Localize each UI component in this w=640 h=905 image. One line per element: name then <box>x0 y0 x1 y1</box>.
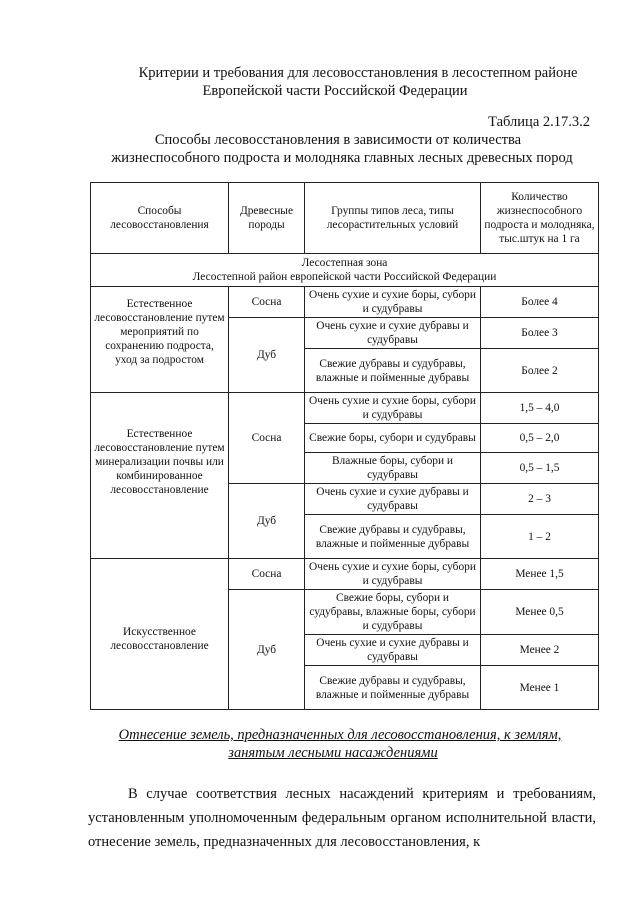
method-cell-3 <box>91 559 229 710</box>
quantity-cell: Менее 2 <box>481 635 599 666</box>
quantity-cell: Более 3 <box>481 318 599 349</box>
header-methods: Способы лесовосстановления <box>91 183 229 254</box>
group-cell: Очень сухие и сухие дубравы и судубравы <box>305 635 481 666</box>
table-header-row <box>91 183 599 254</box>
quantity-cell: Менее 1,5 <box>481 559 599 590</box>
table-row <box>91 559 599 590</box>
table-row <box>91 287 599 318</box>
quantity-cell: 2 – 3 <box>481 484 599 515</box>
document-title-line-2: Европейской части Российской Федерации <box>202 83 468 99</box>
header-groups: Группы типов леса, типы лесорастительных условий <box>305 183 481 254</box>
group-cell: Свежие боры, субори и судубравы, влажные боры, субори и судубравы <box>305 590 481 635</box>
species-cell: Дуб <box>229 484 305 559</box>
group-cell: Очень сухие и сухие боры, субори и судубравы <box>305 393 481 424</box>
group-cell: Свежие дубравы и судубравы, влажные и пойменные дубравы <box>305 349 481 393</box>
group-cell: Очень сухие и сухие дубравы и судубравы <box>305 484 481 515</box>
zone-line-2: Лесостепной район европейской части Российской Федерации <box>192 271 497 283</box>
group-cell: Очень сухие и сухие дубравы и судубравы <box>305 318 481 349</box>
section-heading-line-1: Отнесение земель, предназначенных для лесовосстановления, к землям, <box>118 727 562 743</box>
section-heading <box>0 726 640 762</box>
group-cell: Свежие дубравы и судубравы, влажные и пойменные дубравы <box>305 515 481 559</box>
group-cell: Свежие боры, субори и судубравы <box>305 424 481 453</box>
species-cell: Сосна <box>229 393 305 484</box>
table-number: Таблица 2.17.3.2 <box>488 114 590 130</box>
table-caption-line-1: Способы лесовосстановления в зависимости от количества <box>154 132 522 148</box>
quantity-cell: 1,5 – 4,0 <box>481 393 599 424</box>
quantity-cell: Более 2 <box>481 349 599 393</box>
species-cell: Дуб <box>229 318 305 393</box>
group-cell: Свежие дубравы и судубравы, влажные и пойменные дубравы <box>305 666 481 710</box>
body-paragraph: В случае соответствия лесных насаждений критериям и требованиям, установленным уполномоченным федеральным органом исполнительной власти, отнесение земель, предназначенных для лесовосстановления, к <box>88 786 596 850</box>
quantity-cell: 0,5 – 2,0 <box>481 424 599 453</box>
document-title <box>0 64 640 100</box>
group-cell: Очень сухие и сухие боры, субори и судубравы <box>305 287 481 318</box>
quantity-cell: Более 4 <box>481 287 599 318</box>
zone-cell <box>91 254 599 287</box>
species-cell: Сосна <box>229 287 305 318</box>
quantity-cell: Менее 1 <box>481 666 599 710</box>
quantity-cell: 0,5 – 1,5 <box>481 453 599 484</box>
quantity-cell: 1 – 2 <box>481 515 599 559</box>
table-caption-line-2: жизнеспособного подроста и молодняка главных лесных древесных пород <box>111 150 573 166</box>
quantity-cell: Менее 0,5 <box>481 590 599 635</box>
zone-line-1: Лесостепная зона <box>301 257 388 269</box>
method-cell-2 <box>91 393 229 559</box>
zone-row <box>91 254 599 287</box>
header-quantity: Количество жизнеспособного подроста и молодняка, тыс.штук на 1 га <box>481 183 599 254</box>
method-text-3: Искусственное лесовосстановление <box>110 626 209 652</box>
reforestation-table <box>90 182 599 710</box>
method-text-2: Естественное лесовосстановление путем минерализации почвы или комбинированное лесовосстановление <box>94 428 225 496</box>
species-cell: Дуб <box>229 590 305 710</box>
document-title-line-1: Критерии и требования для лесовосстановления в лесостепном районе <box>138 65 578 81</box>
table-caption <box>0 131 640 167</box>
species-cell: Сосна <box>229 559 305 590</box>
method-cell-1: Естественное лесовосстановление путем мероприятий по сохранению подроста, уход за подростом <box>91 287 229 393</box>
group-cell: Влажные боры, субори и судубравы <box>305 453 481 484</box>
section-heading-line-2: занятым лесными насаждениями <box>228 745 438 761</box>
table-row <box>91 393 599 424</box>
header-species: Древесные породы <box>229 183 305 254</box>
group-cell: Очень сухие и сухие боры, субори и судубравы <box>305 559 481 590</box>
